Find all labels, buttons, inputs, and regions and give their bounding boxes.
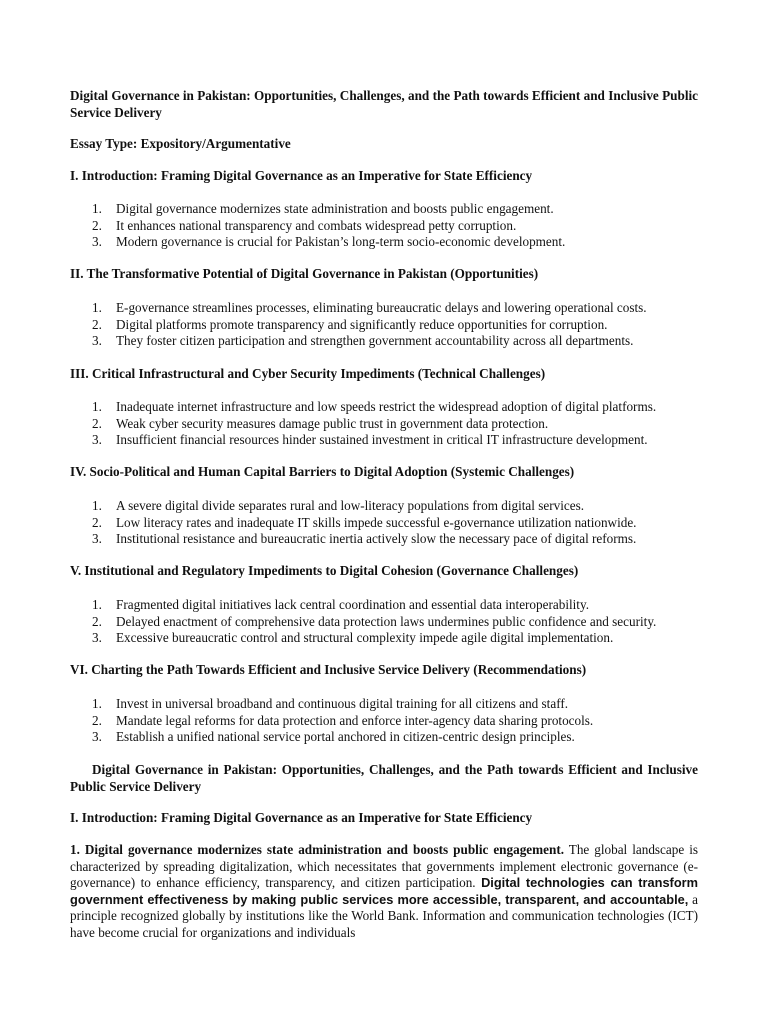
list-item	[70, 432, 710, 449]
list-item	[70, 614, 710, 631]
list-number: 3.	[92, 531, 102, 547]
list-item	[70, 531, 710, 548]
outline-heading-6: VI. Charting the Path Towards Efficient and Inclusive Service Delivery (Recommendations)	[70, 662, 587, 677]
list-text: Modern governance is crucial for Pakistan’s long-term socio-economic development.	[116, 234, 566, 250]
essay-type: Essay Type: Expository/Argumentative	[70, 136, 291, 151]
list-number: 2.	[92, 316, 102, 332]
list-text: Fragmented digital initiatives lack central coordination and essential data interoperability.	[116, 597, 590, 612]
list-number: 1.	[92, 399, 102, 414]
list-number: 2.	[92, 217, 102, 233]
list-text: Excessive bureaucratic control and structural complexity impede agile digital implementation.	[116, 630, 614, 646]
list-item	[70, 333, 710, 350]
list-text: Digital governance modernizes state administration and boosts public engagement.	[116, 201, 554, 216]
list-number: 3.	[92, 432, 102, 448]
outline-list-1	[70, 201, 710, 251]
list-number: 1.	[92, 300, 102, 315]
list-item	[70, 218, 710, 235]
essay-paragraph-1	[70, 842, 698, 942]
paragraph-bold-claim: Digital technologies can transform government effectiveness by making public services more accessible, transparent, and accountable,	[70, 875, 698, 907]
list-number: 1.	[92, 597, 102, 612]
list-item	[70, 399, 710, 416]
list-number: 3.	[92, 630, 102, 646]
list-item	[70, 234, 710, 251]
list-item	[70, 498, 710, 515]
essay-section-heading: I. Introduction: Framing Digital Governance as an Imperative for State Efficiency	[70, 810, 533, 825]
list-item	[70, 317, 710, 334]
paragraph-text: The global landscape is characterized by spreading digitalization, which necessitates that governments implement electronic governance (e-governance) to enhance efficiency, transparency, and citizen participation.	[70, 842, 698, 891]
list-number: 3.	[92, 729, 102, 745]
list-text: Establish a unified national service portal anchored in citizen-centric design principles.	[116, 729, 575, 745]
list-number: 1.	[92, 498, 102, 513]
list-text: Inadequate internet infrastructure and low speeds restrict the widespread adoption of digital platforms.	[116, 399, 657, 414]
list-number: 3.	[92, 234, 102, 250]
outline-heading-2: II. The Transformative Potential of Digital Governance in Pakistan (Opportunities)	[70, 266, 539, 281]
list-number: 2.	[92, 415, 102, 431]
list-number: 2.	[92, 514, 102, 530]
list-item	[70, 696, 710, 713]
list-text: E-governance streamlines processes, eliminating bureaucratic delays and lowering operational costs.	[116, 300, 647, 315]
list-item	[70, 416, 710, 433]
list-number: 1.	[92, 201, 102, 216]
outline-list-2	[70, 300, 710, 350]
document-title: Digital Governance in Pakistan: Opportunities, Challenges, and the Path towards Efficient and Inclusive Public Service Delivery	[70, 88, 698, 120]
list-text: Insufficient financial resources hinder sustained investment in critical IT infrastructure development.	[116, 432, 648, 448]
list-text: Weak cyber security measures damage public trust in government data protection.	[116, 415, 549, 431]
list-text: Mandate legal reforms for data protection and enforce inter-agency data sharing protocols.	[116, 712, 594, 728]
list-text: Low literacy rates and inadequate IT skills impede successful e-governance utilization nationwide.	[116, 514, 637, 530]
list-text: Delayed enactment of comprehensive data protection laws undermines public confidence and security.	[116, 613, 657, 629]
outline-list-3	[70, 399, 710, 449]
list-text: It enhances national transparency and combats widespread petty corruption.	[116, 217, 517, 233]
essay-title: Digital Governance in Pakistan: Opportunities, Challenges, and the Path towards Efficient and Inclusive Public Service Delivery	[70, 762, 698, 794]
list-item	[70, 201, 710, 218]
outline-list-6	[70, 696, 710, 746]
outline-heading-1: I. Introduction: Framing Digital Governance as an Imperative for State Efficiency	[70, 168, 533, 183]
list-text: They foster citizen participation and strengthen government accountability across all departments.	[116, 333, 634, 349]
list-item	[70, 300, 710, 317]
list-item	[70, 515, 710, 532]
list-item	[70, 597, 710, 614]
outline-heading-4: IV. Socio-Political and Human Capital Barriers to Digital Adoption (Systemic Challenges)	[70, 464, 575, 479]
outline-list-5	[70, 597, 710, 647]
list-item	[70, 713, 710, 730]
list-text: Invest in universal broadband and continuous digital training for all citizens and staff.	[116, 696, 569, 711]
list-number: 2.	[92, 712, 102, 728]
outline-list-4	[70, 498, 710, 548]
list-item	[70, 729, 710, 746]
outline-heading-3: III. Critical Infrastructural and Cyber Security Impediments (Technical Challenges)	[70, 366, 546, 381]
outline-heading-5: V. Institutional and Regulatory Impediments to Digital Cohesion (Governance Challenges)	[70, 563, 579, 578]
list-text: Institutional resistance and bureaucratic inertia actively slow the necessary pace of digital reforms.	[116, 531, 637, 547]
list-number: 1.	[92, 696, 102, 711]
list-number: 2.	[92, 613, 102, 629]
list-text: A severe digital divide separates rural and low-literacy populations from digital services.	[116, 498, 585, 513]
list-text: Digital platforms promote transparency and significantly reduce opportunities for corruption.	[116, 316, 608, 332]
paragraph-text: a principle recognized globally by institutions like the World Bank. Information and communication technologies (ICT) have become crucial for organizations and individuals	[70, 891, 698, 940]
list-number: 3.	[92, 333, 102, 349]
list-item	[70, 630, 710, 647]
paragraph-lead: 1. Digital governance modernizes state administration and boosts public engagement.	[70, 842, 565, 857]
